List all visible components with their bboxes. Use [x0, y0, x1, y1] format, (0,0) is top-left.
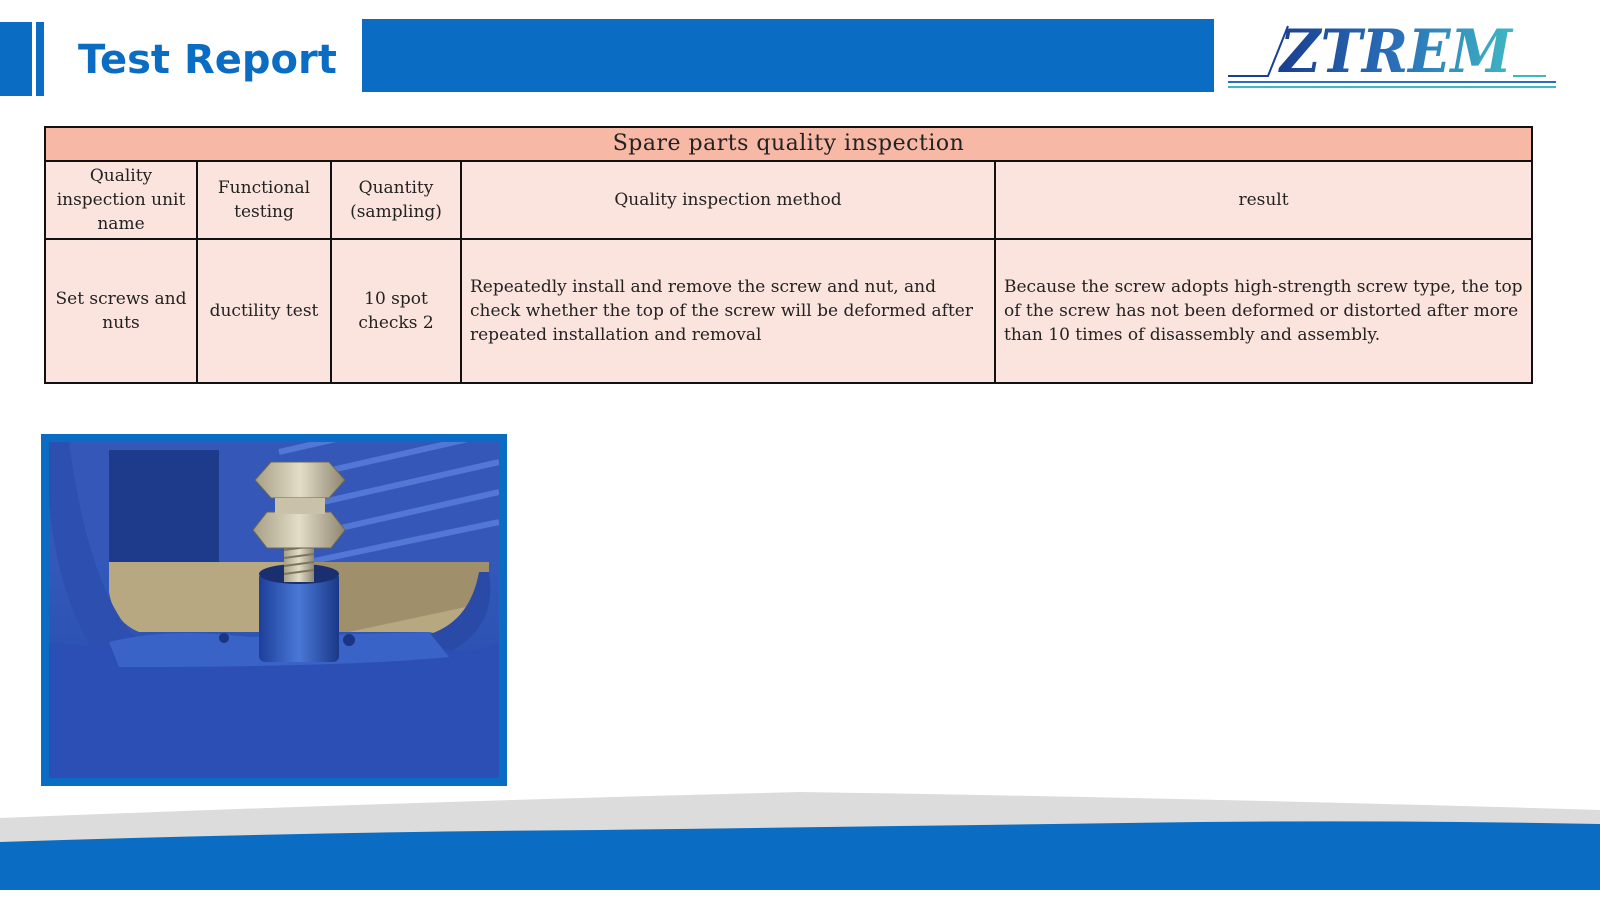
- method-cell: Repeatedly install and remove the screw and nut, and check whether the top of the screw will be deformed after repeated installation and removal: [461, 239, 995, 383]
- unit-name-cell: Set screws and nuts: [45, 239, 197, 383]
- footer-wave: [0, 790, 1600, 900]
- table-row: [45, 239, 1532, 383]
- functional-testing-cell: ductility test: [197, 239, 331, 383]
- quantity-cell: 10 spot checks 2: [331, 239, 461, 383]
- header-accent-line: [36, 22, 44, 96]
- table-header-row: [45, 161, 1532, 239]
- result-cell: Because the screw adopts high-strength screw type, the top of the screw has not been deformed or distorted after more than 10 times of disassembly and assembly.: [995, 239, 1532, 383]
- header-accent-block: [0, 22, 32, 96]
- column-header: Quality inspection method: [461, 161, 995, 239]
- page-title: Test Report: [78, 37, 337, 83]
- column-header: Functional testing: [197, 161, 331, 239]
- column-header: result: [995, 161, 1532, 239]
- footer-wave-shape: [0, 790, 1600, 900]
- column-header: Quality inspection unit name: [45, 161, 197, 239]
- brand-logo: [1228, 20, 1558, 100]
- column-header: Quantity (sampling): [331, 161, 461, 239]
- inspection-photo-frame: [41, 434, 507, 786]
- svg-text:ZTREM: ZTREM: [1278, 20, 1514, 87]
- header-banner-bar: [362, 19, 1214, 92]
- table-caption: Spare parts quality inspection: [45, 127, 1532, 161]
- inspection-table: [44, 126, 1533, 384]
- ztrem-logo-icon: [1228, 20, 1558, 100]
- inspection-table-container: [44, 126, 1531, 384]
- bolt-nut-photo-icon: [49, 442, 499, 778]
